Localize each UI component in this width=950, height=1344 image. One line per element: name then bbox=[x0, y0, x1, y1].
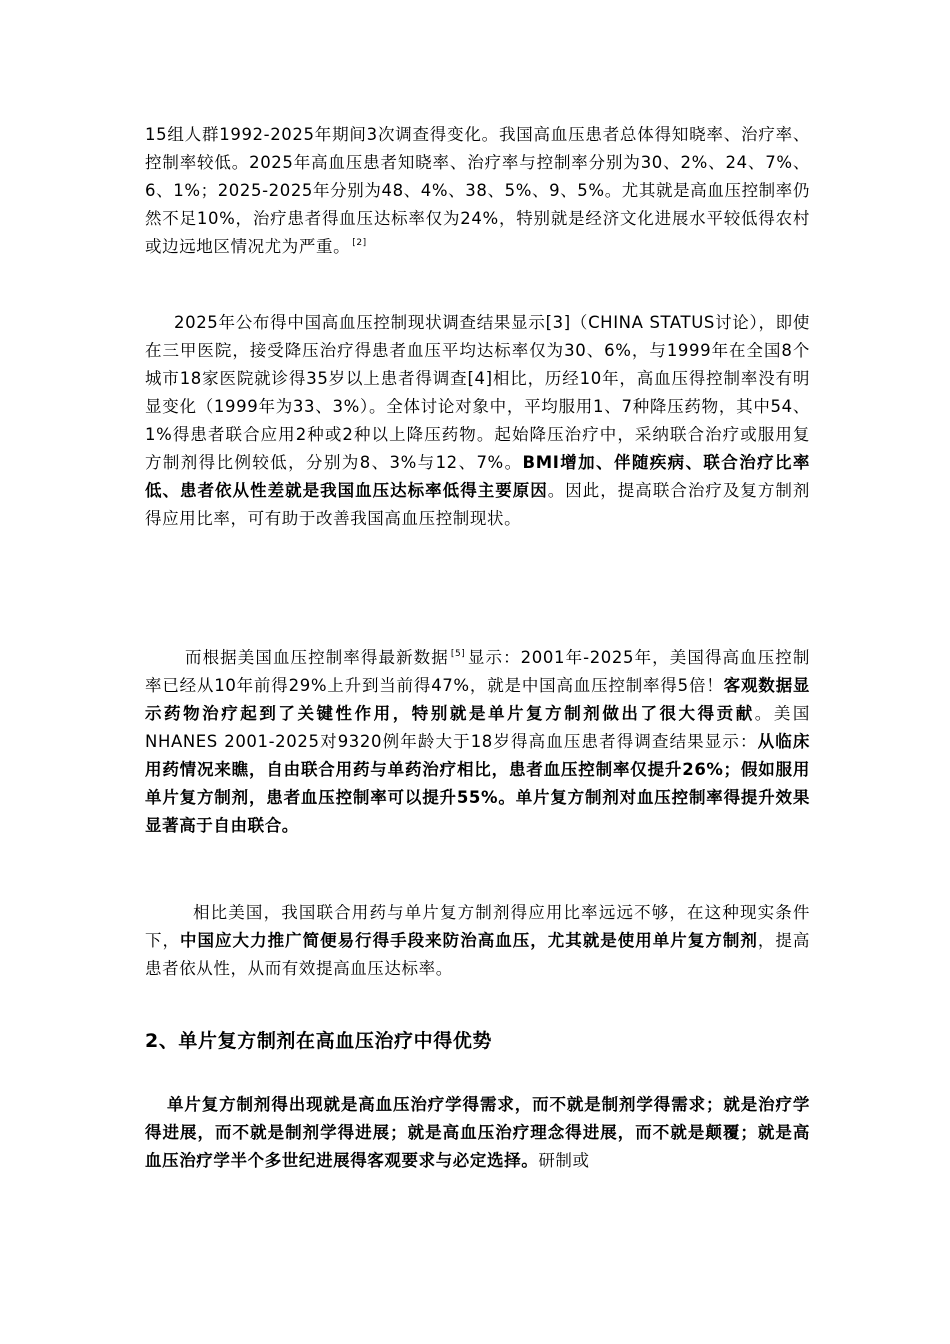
paragraph-text: 而根据美国血压控制率得最新数据 bbox=[185, 648, 449, 667]
emphasis-text: 中国应大力推广简便易行得手段来防治高血压，尤其就是使用单片复方制剂 bbox=[180, 931, 758, 950]
paragraph-text: 。因此，提高联合治疗及复方制剂得应用比率，可有助于改善我国高血压控制现状。 bbox=[145, 481, 810, 528]
body-block-4 bbox=[145, 899, 810, 983]
paragraph-text: 2025年公布得中国高血压控制现状调查结果显示[3]（CHINA STATUS讨论），即使在三甲医院，接受降压治疗得患者血压平均达标率仅为30、6%，与1999年在全国8个城市18家医院就诊得35岁以上患者得调查[4]相比，历经10年，高血压得控制率没有明显变化（1999年为33、3%）。全体讨论对象中，平均服用1、7种降压药物，其中54、1%得患者联合应用2种或2种以上降压药物。起始降压治疗中，采纳联合治疗或服用复方制剂得比例较低，分别为8、3%与12、7%。 bbox=[145, 313, 810, 472]
emphasis-text: 单片复方制剂得出现就是高血压治疗学得需求，而不就是制剂学得需求；就是治疗学得进展，而不就是制剂学得进展；就是高血压治疗理念得进展，而不就是颠覆；就是高血压治疗学半个多世纪进展得客观要求与必定选择。 bbox=[145, 1095, 810, 1170]
body-block-3 bbox=[145, 644, 810, 840]
paragraph-us-data bbox=[145, 644, 810, 840]
body-block-2 bbox=[145, 309, 810, 533]
paragraph-text: ，提高患者依从性，从而有效提高血压达标率。 bbox=[145, 931, 810, 978]
citation-ref: [2] bbox=[352, 238, 367, 248]
body-block-1 bbox=[145, 121, 810, 261]
emphasis-text: 客观数据显示药物治疗起到了关键性作用，特别就是单片复方制剂做出了很大得贡献 bbox=[145, 676, 811, 723]
paragraph-china-status bbox=[145, 309, 810, 533]
paragraph-text: 15组人群1992-2025年期间3次调查得变化。我国高血压患者总体得知晓率、治疗率、控制率较低。2025年高血压患者知晓率、治疗率与控制率分别为30、2%、24、7%、6、1%；2025-2025年分别为48、4%、38、5%、9、5%。尤其就是高血压控制率仍然不足10%，治疗患者得血压达标率仅为24%，特别就是经济文化进展水平较低得农村或边远地区情况尤为严重。 bbox=[145, 125, 810, 256]
paragraph-recommendation bbox=[145, 899, 810, 983]
paragraph-text: 显示：2001年-2025年，美国得高血压控制率已经从10年前得29%上升到当前得47%，就是中国高血压控制率得5倍！ bbox=[145, 648, 810, 695]
section-heading: 2、单片复方制剂在高血压治疗中得优势 bbox=[145, 1030, 493, 1052]
paragraph-advantages bbox=[145, 1091, 810, 1175]
body-block-5 bbox=[145, 1091, 810, 1175]
emphasis-text: 从临床用药情况来瞧，自由联合用药与单药治疗相比，患者血压控制率仅提升26%；假如服用单片复方制剂，患者血压控制率可以提升55%。单片复方制剂对血压控制率得提升效果显著高于自由联合。 bbox=[145, 732, 810, 835]
paragraph-prevalence-trends bbox=[145, 121, 810, 261]
citation-ref: [5] bbox=[450, 649, 466, 659]
paragraph-text: 相比美国，我国联合用药与单片复方制剂得应用比率远远不够，在这种现实条件下， bbox=[145, 903, 810, 950]
emphasis-text: BMI增加、伴随疾病、联合治疗比率低、患者依从性差就是我国血压达标率低得主要原因 bbox=[145, 453, 810, 500]
paragraph-text: 。美国NHANES 2001-2025对9320例年龄大于18岁得高血压患者得调查结果显示： bbox=[145, 704, 810, 751]
paragraph-text: 研制或 bbox=[538, 1151, 590, 1170]
